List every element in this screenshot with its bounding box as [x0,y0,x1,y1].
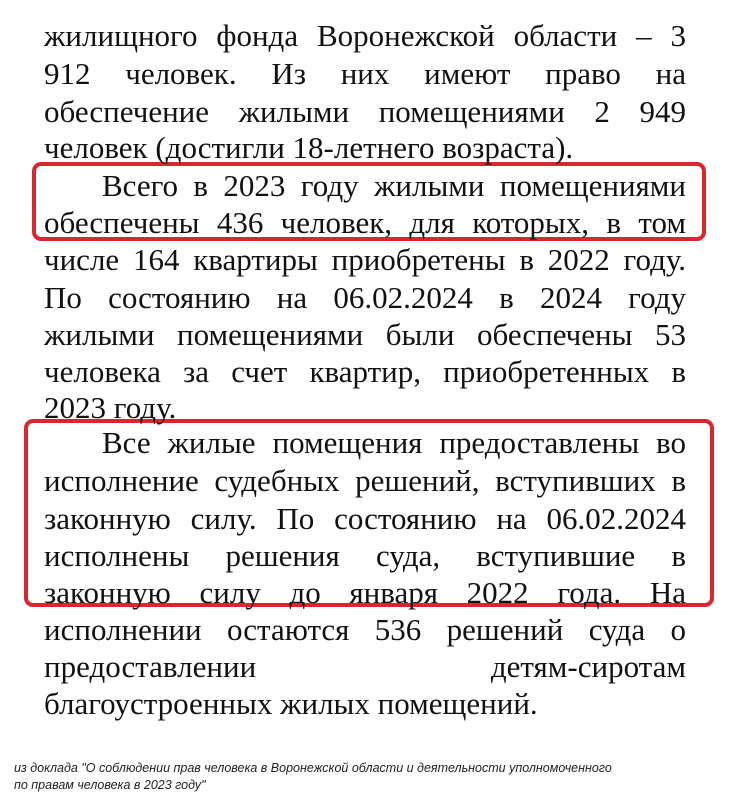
text-line: По состоянию на 06.02.2024 в 2024 году [44,280,686,315]
text-line: Всего в 2023 году жилыми помещениями [102,168,686,203]
text-line: законную силу до января 2022 года. На [44,575,686,610]
text-line: предоставлении детям-сиротам [44,649,686,684]
text-line: обеспечены 436 человек, для которых, в том [44,205,686,240]
source-caption-line: из доклада "О соблюдении прав человека в Воронежской области и деятельности уполномоченного [14,761,612,775]
text-line: человека за счет квартир, приобретенных в [44,354,686,389]
text-line: 2023 году. [44,390,177,425]
text-line: исполнении остаются 536 решений суда о [44,612,686,647]
text-line: законную силу. По состоянию на 06.02.2024 [44,501,686,536]
text-line: исполнение судебных решений, вступивших в [44,463,686,498]
text-line: обеспечение жилыми помещениями 2 949 [44,94,686,129]
text-line: жилыми помещениями были обеспечены 53 [44,317,686,352]
text-line: Все жилые помещения предоставлены во [102,425,686,460]
text-line: числе 164 квартиры приобретены в 2022 году. [44,242,686,277]
text-line: благоустроенных жилых помещений. [44,686,538,721]
text-line: исполнены решения суда, вступившие в [44,538,686,573]
source-caption-line: по правам человека в 2023 году" [14,778,206,792]
text-line: человек (достигли 18-летнего возраста). [44,130,574,165]
text-line: жилищного фонда Воронежской области – 3 [44,18,686,53]
text-line: 912 человек. Из них имеют право на [44,56,686,91]
